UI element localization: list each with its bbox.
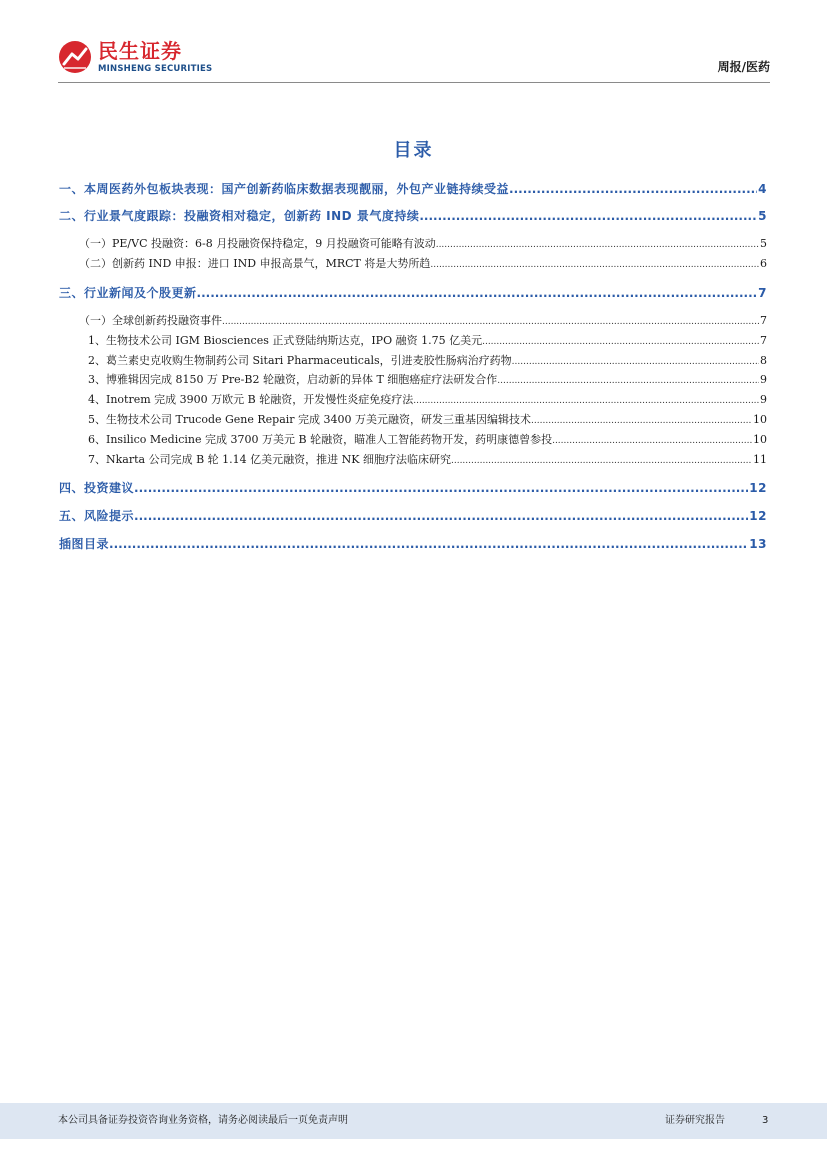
toc-entry[interactable] [88, 452, 767, 468]
toc-entry-text: 7、Nkarta 公司完成 B 轮 1.14 亿美元融资，推进 NK 细胞疗法临床研究 [88, 453, 451, 466]
toc-leader-dots [531, 413, 752, 428]
page-header [58, 38, 770, 80]
toc-entry-page: 5 [758, 209, 767, 223]
toc-entry[interactable] [79, 256, 767, 272]
report-section-label: 周报/医药 [717, 60, 770, 74]
toc-entry-page: 7 [758, 286, 767, 300]
toc-entry-page: 12 [749, 481, 767, 495]
toc-entry[interactable] [88, 372, 767, 388]
toc-entry-text: 五、风险提示 [59, 509, 135, 523]
toc-entry-page: 7 [760, 334, 767, 347]
toc-entry-page: 11 [753, 453, 767, 466]
toc-entry-text: 6、Insilico Medicine 完成 3700 万美元 B 轮融资，瞄准人工智能药物开发，药明康德曾参投 [88, 433, 553, 446]
toc-entry[interactable] [79, 313, 767, 329]
header-divider [58, 82, 770, 83]
toc-leader-dots [134, 480, 748, 496]
page-footer [0, 1103, 827, 1139]
logo-english-name: MINSHENG SECURITIES [98, 64, 213, 74]
toc-entry-text: 4、Inotrem 完成 3900 万欧元 B 轮融资，开发慢性炎症免疫疗法 [88, 393, 414, 406]
toc-entry-text: （一）全球创新药投融资事件 [79, 314, 222, 327]
toc-entry-page: 6 [760, 257, 767, 270]
toc-leader-dots [413, 393, 759, 408]
toc-leader-dots [482, 334, 759, 349]
toc-entry[interactable] [88, 432, 767, 448]
toc-entry-text: 5、生物技术公司 Trucode Gene Repair 完成 3400 万美元融资，研发三重基因编辑技术 [88, 413, 532, 426]
toc-leader-dots [512, 354, 759, 369]
toc-entry-text: 插图目录 [59, 537, 110, 551]
toc-entry-text: 一、本周医药外包板块表现：国产创新药临床数据表现靓丽，外包产业链持续受益 [59, 182, 510, 196]
toc-leader-dots [497, 373, 759, 388]
toc-entry-text: 2、葛兰素史克收购生物制药公司 Sitari Pharmaceuticals，引进麦胶性肠病治疗药物 [88, 354, 512, 367]
toc-leader-dots [430, 257, 759, 272]
toc-leader-dots [197, 285, 758, 301]
toc-entry-text: 3、博雅辑因完成 8150 万 Pre-B2 轮融资，启动新的异体 T 细胞癌症疗法研发合作 [88, 373, 498, 386]
toc-leader-dots [436, 237, 759, 252]
toc-leader-dots [222, 314, 759, 329]
minsheng-logo-icon [58, 40, 92, 74]
toc-entry-page: 8 [760, 354, 767, 367]
toc-entry[interactable] [88, 412, 767, 428]
toc-entry-text: （一）PE/VC 投融资：6-8 月投融资保持稳定，9 月投融资可能略有波动 [79, 237, 436, 250]
toc-entry[interactable] [59, 480, 767, 496]
toc-leader-dots [109, 536, 748, 552]
toc-entry-page: 4 [758, 182, 767, 196]
toc-leader-dots [134, 508, 748, 524]
toc-entry-page: 10 [753, 413, 767, 426]
toc-entry[interactable] [88, 353, 767, 369]
toc-entry-page: 9 [760, 393, 767, 406]
toc-entry[interactable] [88, 392, 767, 408]
toc-leader-dots [509, 181, 757, 197]
toc-entry-text: 三、行业新闻及个股更新 [59, 286, 197, 300]
toc-entry-page: 10 [753, 433, 767, 446]
toc-entry-page: 5 [760, 237, 767, 250]
toc-leader-dots [451, 453, 752, 468]
toc-entry[interactable] [59, 536, 767, 552]
toc-entry-page: 7 [760, 314, 767, 327]
toc-entry-text: （二）创新药 IND 申报：进口 IND 申报高景气，MRCT 将是大势所趋 [79, 257, 431, 270]
toc-leader-dots [419, 208, 757, 224]
toc-entry-text: 四、投资建议 [59, 481, 135, 495]
toc-entry-page: 9 [760, 373, 767, 386]
page-number: 3 [762, 1115, 769, 1126]
toc-entry[interactable] [59, 208, 767, 224]
toc-entry[interactable] [88, 333, 767, 349]
toc-entry-text: 二、行业景气度跟踪：投融资相对稳定，创新药 IND 景气度持续 [59, 209, 420, 223]
toc-entry-text: 1、生物技术公司 IGM Biosciences 正式登陆纳斯达克，IPO 融资 1.75 亿美元 [88, 334, 483, 347]
toc-entry-page: 13 [749, 537, 767, 551]
logo-chinese-name: 民生证券 [98, 39, 182, 63]
toc-entry[interactable] [59, 508, 767, 524]
toc-entry[interactable] [79, 236, 767, 252]
toc-entry-page: 12 [749, 509, 767, 523]
toc-title: 目录 [393, 140, 434, 161]
footer-disclaimer: 本公司具备证券投资咨询业务资格，请务必阅读最后一页免责声明 [58, 1115, 348, 1126]
toc-entry[interactable] [59, 181, 767, 197]
footer-doc-type: 证券研究报告 [665, 1115, 725, 1126]
toc-entry[interactable] [59, 285, 767, 301]
toc-leader-dots [552, 433, 752, 448]
company-logo [58, 38, 213, 78]
